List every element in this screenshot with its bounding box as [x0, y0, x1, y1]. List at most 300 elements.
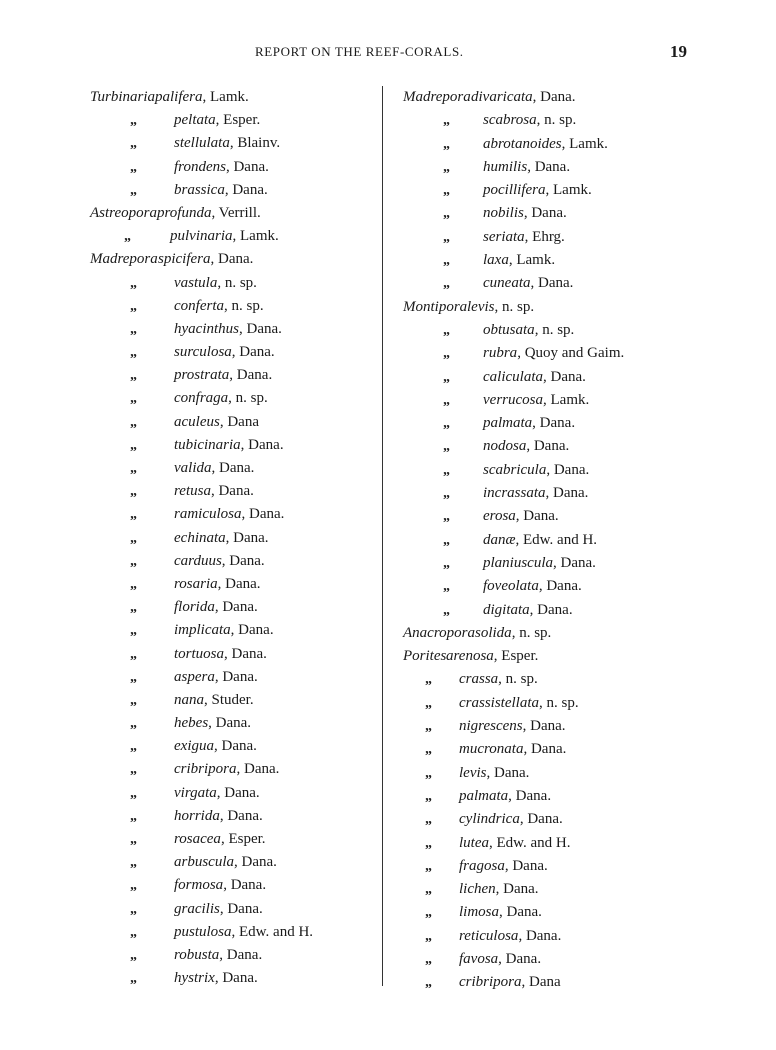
species-text — [174, 967, 258, 990]
species-entry — [403, 832, 703, 855]
species-name: nobilis — [483, 205, 524, 222]
species-text — [174, 805, 263, 828]
authority: , Dana. — [532, 89, 576, 105]
species-text — [158, 248, 253, 271]
species-entry — [403, 435, 703, 458]
species-text — [174, 132, 280, 155]
species-entry — [403, 855, 703, 878]
species-text — [174, 179, 268, 202]
species-entry — [403, 296, 703, 319]
species-name: limosa — [459, 904, 500, 921]
ditto-mark: „ — [443, 206, 450, 222]
species-text — [459, 715, 566, 738]
species-entry — [90, 712, 380, 735]
ditto-mark: „ — [425, 928, 432, 944]
species-text — [174, 828, 266, 851]
ditto-mark: „ — [443, 136, 450, 152]
species-text — [475, 622, 551, 645]
genus-name: Madrepora — [90, 251, 158, 268]
species-text — [483, 482, 588, 505]
species-text — [174, 272, 257, 295]
ditto-mark: „ — [130, 136, 137, 152]
authority: , Lamk. — [543, 391, 590, 408]
species-entry — [90, 503, 380, 526]
species-text — [483, 109, 576, 132]
species-name: implicata — [174, 622, 231, 639]
authority: , Esper. — [220, 831, 266, 847]
ditto-mark: „ — [443, 555, 450, 571]
species-entry — [403, 529, 703, 552]
species-entry — [90, 758, 380, 781]
authority: , Dana. — [225, 158, 269, 175]
authority: , Edw. and H. — [231, 923, 314, 940]
species-text — [459, 832, 571, 855]
species-entry — [403, 552, 703, 575]
ditto-mark: „ — [443, 113, 450, 129]
species-entry — [403, 622, 703, 645]
species-text — [174, 758, 279, 781]
species-name: palmata — [483, 415, 533, 432]
species-text — [471, 86, 576, 109]
authority: , Dana. — [224, 645, 267, 662]
ditto-mark: „ — [443, 253, 450, 269]
species-entry — [403, 505, 703, 528]
species-entry — [403, 366, 703, 389]
species-text — [483, 226, 565, 249]
species-name: aculeus — [174, 413, 220, 430]
species-entry — [403, 715, 703, 738]
species-text — [459, 901, 542, 924]
species-text — [459, 925, 561, 948]
species-text — [483, 272, 573, 295]
ditto-mark: „ — [130, 808, 137, 824]
species-entry — [90, 272, 380, 295]
authority: , Dana. — [532, 415, 576, 432]
species-text — [467, 296, 534, 319]
species-text — [174, 457, 254, 480]
authority: , Verrill. — [211, 204, 261, 221]
species-name: rosacea — [174, 831, 221, 847]
species-name: incrassata — [483, 485, 546, 502]
species-name: nodosa — [483, 438, 527, 455]
ditto-mark: „ — [443, 416, 450, 432]
species-name: scabrosa — [483, 112, 537, 129]
species-name: danæ — [483, 531, 516, 548]
ditto-mark: „ — [443, 509, 450, 525]
ditto-mark: „ — [130, 484, 137, 500]
ditto-mark: „ — [130, 437, 137, 453]
authority: , Dana. — [213, 738, 257, 755]
authority: , Dana. — [546, 461, 590, 478]
species-entry — [403, 319, 703, 342]
species-text — [459, 971, 561, 994]
species-text — [459, 738, 566, 761]
species-text — [174, 735, 257, 758]
species-name: cuneata — [483, 275, 531, 292]
species-name: surculosa — [174, 344, 232, 361]
species-text — [459, 808, 563, 831]
species-entry — [90, 643, 380, 666]
species-text — [483, 575, 582, 598]
species-text — [459, 692, 579, 715]
authority: , Dana. — [495, 881, 539, 898]
species-name: levis — [467, 298, 495, 315]
species-text — [483, 202, 567, 225]
species-text — [174, 944, 262, 967]
authority: , Dana. — [504, 857, 548, 874]
species-entry — [403, 785, 703, 808]
species-entry — [403, 202, 703, 225]
ditto-mark: „ — [130, 692, 137, 708]
species-entry — [403, 738, 703, 761]
species-entry — [403, 692, 703, 715]
species-entry — [90, 689, 380, 712]
species-name: verrucosa — [483, 391, 543, 408]
ditto-mark: „ — [130, 391, 137, 407]
authority: , Dana. — [543, 368, 586, 385]
ditto-mark: „ — [130, 576, 137, 592]
ditto-mark: „ — [130, 600, 137, 616]
authority: , Esper. — [215, 112, 261, 129]
species-name: scabricula — [483, 461, 547, 478]
genus-name: Turbinaria — [90, 89, 156, 105]
species-entry — [403, 109, 703, 132]
species-text — [174, 480, 254, 503]
running-title: REPORT ON THE REEF-CORALS. — [255, 44, 464, 59]
ditto-mark: „ — [443, 159, 450, 175]
authority: , Lamk. — [545, 182, 592, 199]
genus-name: Madrepora — [403, 89, 471, 105]
species-text — [174, 643, 267, 666]
species-text — [483, 342, 624, 365]
species-name: arbuscula — [174, 854, 234, 871]
right-column — [403, 86, 703, 995]
species-text — [174, 921, 313, 944]
species-entry — [90, 573, 380, 596]
ditto-mark: „ — [130, 507, 137, 523]
species-name: planiuscula — [483, 554, 553, 571]
ditto-mark: „ — [130, 461, 137, 476]
authority: , n. sp. — [539, 694, 579, 711]
species-name: humilis — [483, 158, 528, 175]
authority: , Dana. — [529, 601, 573, 618]
ditto-mark: „ — [443, 183, 450, 199]
species-entry — [403, 599, 703, 622]
authority: , Dana. — [519, 811, 563, 828]
species-entry — [403, 226, 703, 249]
species-name: confraga — [174, 390, 229, 407]
species-entry — [403, 971, 703, 994]
species-text — [483, 505, 559, 528]
running-header — [0, 44, 776, 68]
species-name: erosa — [483, 508, 516, 525]
ditto-mark: „ — [425, 882, 432, 898]
authority: , Dana — [219, 413, 259, 430]
species-text — [483, 412, 575, 435]
species-name: crassistellata — [459, 694, 540, 711]
species-text — [174, 619, 274, 642]
ditto-mark: „ — [130, 275, 137, 291]
species-entry — [90, 132, 380, 155]
species-text — [174, 411, 259, 434]
ditto-mark: „ — [425, 719, 432, 735]
species-text — [174, 666, 258, 689]
authority: , Dana. — [527, 158, 571, 175]
species-entry — [403, 272, 703, 295]
ditto-mark: „ — [443, 532, 450, 548]
ditto-mark: „ — [443, 322, 450, 338]
authority: , Quoy and Gaim. — [517, 345, 625, 362]
ditto-mark: „ — [130, 553, 137, 569]
species-text — [483, 435, 569, 458]
species-text — [174, 550, 265, 573]
species-name: foveolata — [483, 578, 539, 595]
authority: , Dana — [521, 974, 561, 991]
species-text — [174, 503, 284, 526]
species-entry — [403, 133, 703, 156]
authority: , Dana. — [229, 367, 273, 384]
species-text — [483, 366, 586, 389]
species-name: crassa — [459, 671, 499, 688]
species-text — [174, 156, 269, 179]
authority: , Dana. — [214, 599, 258, 616]
species-name: nana — [174, 691, 204, 708]
authority: , n. sp. — [534, 321, 575, 338]
authority: , n. sp. — [536, 112, 577, 129]
species-entry — [403, 668, 703, 691]
species-name: florida — [174, 599, 215, 616]
species-entry — [90, 596, 380, 619]
ditto-mark: „ — [130, 901, 137, 917]
species-name: cribripora — [174, 761, 237, 778]
species-name: carduus — [174, 552, 222, 569]
ditto-mark: „ — [130, 321, 137, 337]
authority: , Blainv. — [229, 135, 281, 152]
authority: , Dana. — [236, 761, 280, 778]
ditto-mark: „ — [443, 392, 450, 408]
species-name: horrida — [174, 807, 220, 824]
species-name: prostrata — [174, 367, 230, 384]
authority: , Dana. — [530, 275, 574, 292]
species-entry — [90, 225, 380, 248]
species-text — [483, 389, 589, 412]
ditto-mark: „ — [130, 947, 137, 963]
species-entry — [90, 295, 380, 318]
species-name: echinata — [174, 529, 226, 546]
species-entry — [403, 389, 703, 412]
species-entry — [403, 878, 703, 901]
species-name: spicifera — [158, 251, 211, 268]
authority: , Dana. — [210, 483, 254, 500]
authority: , Dana. — [208, 715, 252, 732]
species-name: caliculata — [483, 368, 543, 385]
authority: , Dana. — [224, 181, 268, 198]
species-name: favosa — [459, 950, 499, 967]
authority: , Dana. — [498, 950, 542, 967]
species-name: divaricata — [471, 89, 533, 105]
ditto-mark: „ — [130, 785, 137, 801]
ditto-mark: „ — [130, 414, 137, 430]
authority: , Lamk. — [561, 135, 608, 152]
species-name: rosaria — [174, 575, 218, 592]
species-text — [155, 86, 249, 109]
species-entry — [90, 156, 380, 179]
ditto-mark: „ — [425, 672, 432, 688]
species-text — [174, 387, 268, 410]
species-entry — [403, 86, 703, 109]
species-name: brassica — [174, 181, 225, 198]
species-entry — [403, 575, 703, 598]
species-entry — [403, 249, 703, 272]
species-text — [483, 179, 592, 202]
species-text — [483, 249, 555, 272]
ditto-mark: „ — [130, 368, 137, 384]
species-entry — [90, 341, 380, 364]
genus-name: Porites — [403, 648, 447, 665]
species-text — [483, 459, 589, 482]
ditto-mark: „ — [425, 812, 432, 828]
species-text — [170, 225, 279, 248]
species-text — [483, 156, 570, 179]
ditto-mark: „ — [130, 182, 137, 198]
species-entry — [403, 179, 703, 202]
species-entry — [90, 457, 380, 480]
ditto-mark: „ — [130, 298, 137, 314]
authority: , Edw. and H. — [515, 531, 598, 548]
ditto-mark: „ — [130, 971, 137, 987]
species-text — [483, 133, 608, 156]
species-name: solida — [475, 624, 512, 641]
authority: , Dana. — [219, 807, 263, 824]
authority: , Dana. — [553, 554, 596, 571]
species-name: mucronata — [459, 741, 524, 758]
species-entry — [90, 109, 380, 132]
authority: , Dana. — [223, 877, 267, 894]
species-entry — [90, 527, 380, 550]
authority: , Dana. — [239, 320, 282, 337]
species-text — [174, 898, 263, 921]
species-text — [174, 434, 284, 457]
genus-name: Astreopora — [90, 204, 157, 221]
species-text — [174, 689, 254, 712]
authority: , Dana. — [523, 741, 567, 758]
species-entry — [90, 944, 380, 967]
species-name: profunda — [157, 204, 212, 221]
species-text — [174, 341, 275, 364]
authority: , Dana. — [523, 205, 567, 222]
species-name: arenosa — [446, 648, 494, 665]
species-entry — [403, 948, 703, 971]
species-name: vastula — [174, 274, 218, 291]
species-entry — [403, 762, 703, 785]
ditto-mark: „ — [124, 229, 131, 245]
genus-name: Montipora — [403, 298, 468, 315]
species-entry — [90, 666, 380, 689]
authority: , n. sp. — [217, 274, 257, 291]
authority: , Dana. — [211, 460, 255, 476]
authority: , n. sp. — [494, 298, 535, 315]
authority: , Dana. — [241, 506, 285, 523]
species-entry — [90, 967, 380, 990]
species-name: palifera — [155, 89, 203, 105]
species-name: fragosa — [459, 857, 505, 874]
species-name: stellulata — [174, 135, 230, 152]
species-name: levis — [459, 764, 487, 781]
species-name: hebes — [174, 715, 209, 732]
species-name: lutea — [459, 834, 489, 851]
species-entry — [90, 179, 380, 202]
species-entry — [403, 156, 703, 179]
genus-name: Anacropora — [403, 624, 475, 641]
ditto-mark: „ — [443, 602, 450, 618]
ditto-mark: „ — [130, 646, 137, 662]
species-name: obtusata — [483, 321, 535, 338]
species-text — [459, 762, 529, 785]
authority: , Lamk. — [508, 252, 556, 269]
species-name: cylindrica — [459, 811, 520, 828]
species-entry — [403, 901, 703, 924]
species-text — [174, 712, 251, 735]
species-name: pustulosa — [174, 923, 232, 940]
species-entry — [90, 874, 380, 897]
species-name: pulvinaria — [170, 228, 233, 245]
ditto-mark: „ — [425, 695, 432, 711]
species-text — [174, 851, 277, 874]
ditto-mark: „ — [443, 579, 450, 595]
authority: , Lamk. — [202, 89, 249, 105]
species-name: conferta — [174, 297, 224, 314]
species-name: cribripora — [459, 974, 522, 991]
authority: , n. sp. — [228, 390, 268, 407]
ditto-mark: „ — [130, 669, 137, 685]
species-text — [459, 855, 548, 878]
authority: , Dana. — [231, 344, 275, 361]
ditto-mark: „ — [130, 345, 137, 361]
species-name: nigrescens — [459, 718, 523, 735]
species-name: robusta — [174, 946, 220, 963]
ditto-mark: „ — [130, 855, 137, 871]
species-name: reticulosa — [459, 927, 519, 944]
species-entry — [90, 202, 380, 225]
species-entry — [90, 921, 380, 944]
authority: , Dana. — [522, 718, 566, 735]
ditto-mark: „ — [425, 975, 432, 991]
species-text — [174, 874, 266, 897]
authority: , Dana. — [486, 764, 530, 781]
authority: , Ehrg. — [524, 228, 565, 245]
species-name: ramiculosa — [174, 506, 242, 523]
authority: , Dana. — [234, 854, 277, 871]
ditto-mark: „ — [425, 905, 432, 921]
species-name: tortuosa — [174, 645, 225, 662]
species-text — [483, 529, 597, 552]
ditto-mark: „ — [425, 788, 432, 804]
species-name: exigua — [174, 738, 214, 755]
ditto-mark: „ — [425, 742, 432, 758]
authority: , Dana. — [221, 552, 265, 569]
authority: , Dana. — [240, 436, 284, 453]
authority: , Dana. — [499, 904, 542, 921]
species-name: lichen — [459, 881, 496, 898]
ditto-mark: „ — [130, 113, 137, 129]
authority: , Dana. — [230, 622, 274, 639]
authority: , n. sp. — [498, 671, 538, 688]
species-name: valida — [174, 460, 212, 476]
ditto-mark: „ — [443, 229, 450, 245]
ditto-mark: „ — [130, 739, 137, 755]
species-entry — [90, 735, 380, 758]
ditto-mark: „ — [443, 462, 450, 478]
